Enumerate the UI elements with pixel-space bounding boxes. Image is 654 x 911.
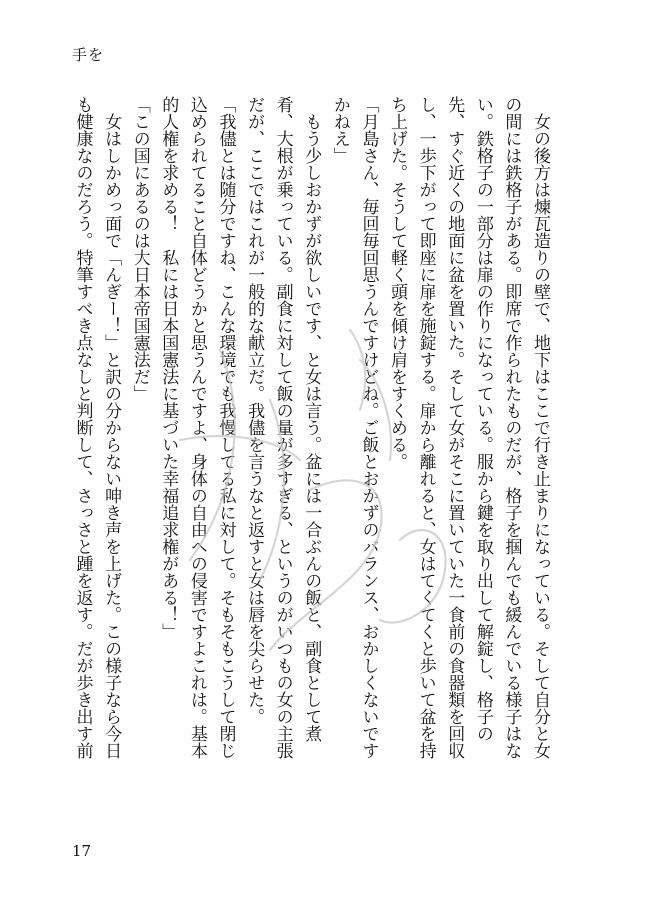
paragraph: もう少しおかずが欲しいです、と女は言う。盆には一合ぶんの飯と、副食として煮肴、大根が乗っている。副食に対して飯の量が多すぎる、というのがいつもの女の主張だが、ここではこれが一般的な献立だ。我儘を言うなと返すと女は唇を尖らせた。 — [244, 96, 322, 759]
page-number: 17 — [72, 842, 92, 860]
paragraph: 女の後方は煉瓦造りの壁で、地下はここで行き止まりになっている。そして自分と女の間には鉄格子がある。即席で作られたものだが、格子を掴んでも緩んでいる様子はない。鉄格子の一部分は扉の作りになっている。服から鍵を取り出して解錠し、格子の先、すぐ近くの地面に盆を置いた。そして女がそこに置いていた一食前の食器類を回収し、一歩下がって即座に扉を施錠する。扉から離れると、女はてくてくと歩いて盆を持ち上げた。そうして軽く頭を傾け肩をすくめる。 — [387, 96, 550, 759]
paragraph: 「月島さん、毎回毎回思うんですけどね。ご飯とおかずのバランス、おかしくないですかねえ」 — [329, 96, 379, 759]
running-header: 手を — [72, 46, 105, 64]
paragraph: 「この国にあるのは大日本帝国憲法だ」 — [129, 96, 150, 402]
paragraph: 「我儘とは随分ですね、こんな環境でも我慢してる私に対して。そもそもこうして閉じ込められてること自体どうかと思うんですよ、身体の自由への侵害ですよこれは。基本的人権を求める！ 私には日本国憲法に基づいた幸福追求権がある！」 — [158, 96, 236, 759]
body-text — [68, 96, 554, 772]
paragraph: 女はしかめっ面で「んぎー！」と訳の分からない呻き声を上げた。この様子なら今日も健康なのだろう。特筆すべき点なしと判断して、さっさと踵を返す。だが歩き出す前 — [72, 96, 122, 759]
